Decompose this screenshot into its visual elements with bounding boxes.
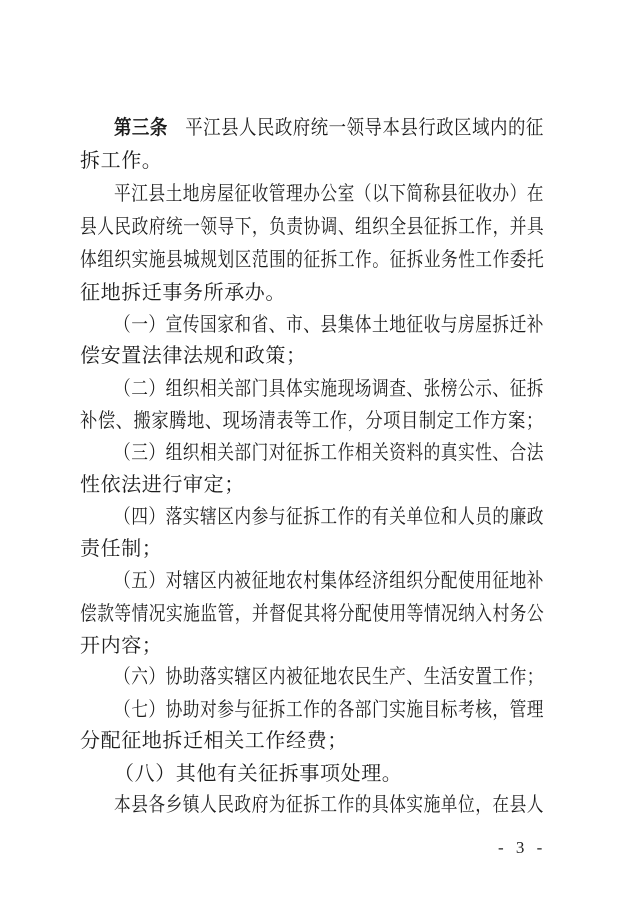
list-item-2: （二）组织相关部门具体实施现场调查、张榜公示、征拆 xyxy=(114,376,544,400)
paragraph-text: 体组织实施县城规划区范围的征拆工作。征拆业务性工作委托 xyxy=(80,247,545,271)
paragraph-text: 本县各乡镇人民政府为征拆工作的具体实施单位，在县人 xyxy=(114,792,544,816)
list-item-4: （四）落实辖区内参与征拆工作的有关单位和人员的廉政 xyxy=(114,504,544,528)
article-3-heading-line xyxy=(114,114,544,140)
list-item-2-cont: 补偿、搬家腾地、现场清表等工作，分项目制定工作方案； xyxy=(80,408,544,432)
paragraph-text: 平江县土地房屋征收管理办公室（以下简称县征收办）在 xyxy=(114,181,544,205)
paragraph-text: 县人民政府统一领导下，负责协调、组织全县征拆工作，并具 xyxy=(80,214,545,238)
page-number: - 3 - xyxy=(498,838,547,857)
list-item-7-cont: 分配征地拆迁相关工作经费； xyxy=(80,728,348,752)
list-item-6: （六）协助落实辖区内被征地农民生产、生活安置工作； xyxy=(114,664,544,688)
paragraph-text: 征地拆迁事务所承办。 xyxy=(80,280,286,304)
list-item-1-cont: 偿安置法律法规和政策； xyxy=(80,343,307,367)
list-item-4-cont: 责任制； xyxy=(80,536,163,560)
list-item-1: （一）宣传国家和省、市、县集体土地征收与房屋拆迁补 xyxy=(114,312,544,336)
list-item-7: （七）协助对参与征拆工作的各部门实施目标考核，管理 xyxy=(114,697,544,721)
article-label: 第三条 xyxy=(114,115,168,139)
paragraph-text: 平江县人民政府统一领导本县行政区域内的征 xyxy=(185,115,544,139)
list-item-8: （八）其他有关征拆事项处理。 xyxy=(114,761,403,785)
paragraph-text: 拆工作。 xyxy=(80,148,163,172)
list-item-3-cont: 性依法进行审定； xyxy=(80,472,245,496)
list-item-5-cont: 偿款等情况实施监管，并督促其将分配使用等情况纳入村务公 xyxy=(80,601,545,625)
list-item-3: （三）组织相关部门对征拆工作相关资料的真实性、合法 xyxy=(114,440,544,464)
list-item-5-cont: 开内容； xyxy=(80,633,163,657)
list-item-5: （五）对辖区内被征地农村集体经济组织分配使用征地补 xyxy=(114,568,544,592)
